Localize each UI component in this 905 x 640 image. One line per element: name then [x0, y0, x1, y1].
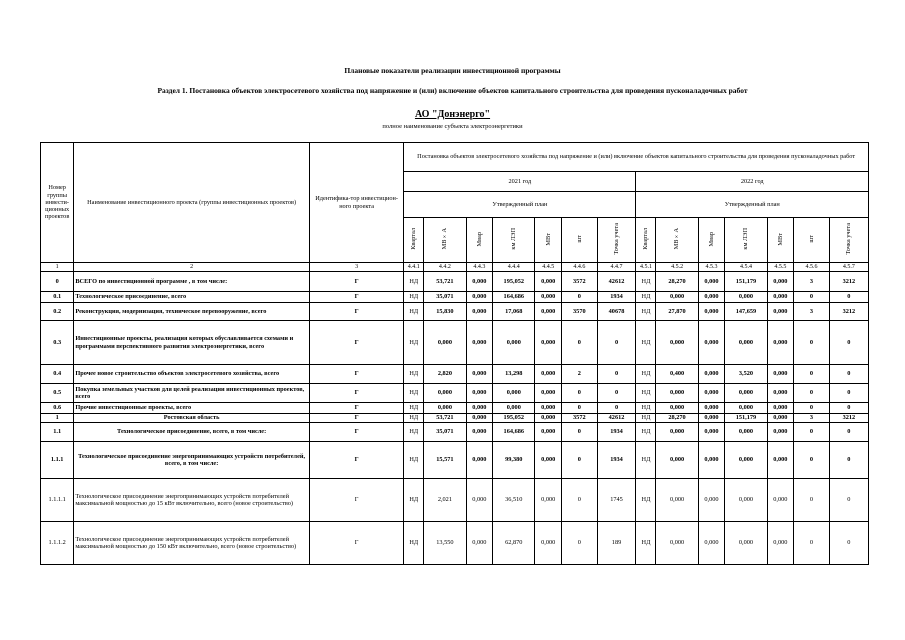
- row-value-cell: 0: [597, 384, 636, 403]
- row-value-cell: 0,000: [466, 384, 493, 403]
- row-value-cell: 0,000: [656, 403, 698, 414]
- header-project-name: Наименование инвестиционного проекта (группы инвестиционных проектов): [74, 143, 310, 263]
- numbering-cell: 4.5.6: [794, 263, 830, 272]
- row-value-cell: 0,000: [535, 423, 562, 442]
- subheader-cell: МВт: [535, 218, 562, 263]
- row-value-cell: 0,000: [698, 442, 725, 479]
- numbering-cell: 4.4.3: [466, 263, 493, 272]
- row-value-cell: 0: [794, 321, 830, 365]
- header-plan-2022: Утвержденный план: [636, 192, 869, 218]
- numbering-cell: 4.4.1: [404, 263, 424, 272]
- row-value-cell: 0,000: [698, 321, 725, 365]
- investment-plan-table: [40, 142, 869, 565]
- row-value-cell: 0,000: [767, 292, 794, 303]
- row-value-cell: 0: [829, 403, 868, 414]
- row-number: 0.5: [41, 384, 74, 403]
- row-project-name: Прочее новое строительство объектов электросетевого хозяйства, всего: [74, 365, 310, 384]
- row-project-name: Инвестиционные проекты, реализация которых обуславливается схемами и программами перспективного развития электроэнергетики, всего: [74, 321, 310, 365]
- row-value-cell: 0,000: [725, 423, 767, 442]
- row-value-cell: 0: [794, 522, 830, 565]
- row-value-cell: 0,000: [466, 365, 493, 384]
- numbering-cell: 4.5.1: [636, 263, 656, 272]
- row-value-cell: 0,000: [424, 403, 466, 414]
- row-value-cell: 0,000: [535, 403, 562, 414]
- row-value-cell: 3572: [562, 272, 598, 292]
- row-value-cell: 0,000: [698, 403, 725, 414]
- header-group-number: Номер группы инвести-ционных проектов: [41, 143, 74, 263]
- row-value-cell: 0,000: [698, 303, 725, 321]
- row-value-cell: НД: [404, 423, 424, 442]
- row-value-cell: 164,686: [493, 423, 535, 442]
- row-value-cell: 3212: [829, 303, 868, 321]
- row-value-cell: 0,000: [466, 414, 493, 423]
- row-value-cell: 0,000: [767, 384, 794, 403]
- row-value-cell: НД: [404, 303, 424, 321]
- row-value-cell: 0,000: [725, 522, 767, 565]
- row-project-id: Г: [309, 384, 403, 403]
- row-value-cell: НД: [636, 321, 656, 365]
- row-value-cell: 0,000: [535, 442, 562, 479]
- row-project-id: Г: [309, 303, 403, 321]
- row-value-cell: НД: [636, 414, 656, 423]
- subheader-cell: Точка учета: [597, 218, 636, 263]
- table-row: [41, 321, 869, 365]
- row-value-cell: 0: [597, 321, 636, 365]
- header-project-id: Идентифика-тор инвестицион-ного проекта: [309, 143, 403, 263]
- row-value-cell: 0,000: [656, 479, 698, 522]
- row-value-cell: 0,000: [466, 442, 493, 479]
- row-project-name: Технологическое присоединение, всего: [74, 292, 310, 303]
- row-value-cell: 0,000: [698, 272, 725, 292]
- row-number: 1.1.1.2: [41, 522, 74, 565]
- row-value-cell: 0,000: [698, 479, 725, 522]
- subheader-cell: Квартал: [404, 218, 424, 263]
- table-row: [41, 479, 869, 522]
- row-number: 1.1: [41, 423, 74, 442]
- row-value-cell: НД: [404, 365, 424, 384]
- subheader-cell: Мвар: [698, 218, 725, 263]
- numbering-cell: 4.4.4: [493, 263, 535, 272]
- row-value-cell: 0,000: [767, 522, 794, 565]
- row-value-cell: 35,071: [424, 292, 466, 303]
- row-value-cell: НД: [636, 479, 656, 522]
- row-value-cell: 0: [794, 292, 830, 303]
- row-number: 0.1: [41, 292, 74, 303]
- row-value-cell: 0,000: [767, 321, 794, 365]
- subheader-cell: Мвар: [466, 218, 493, 263]
- row-value-cell: 0,000: [424, 321, 466, 365]
- row-project-id: Г: [309, 272, 403, 292]
- row-value-cell: 0: [794, 442, 830, 479]
- row-value-cell: НД: [404, 414, 424, 423]
- row-value-cell: 0,000: [656, 442, 698, 479]
- table-row: [41, 403, 869, 414]
- row-value-cell: 151,179: [725, 414, 767, 423]
- row-value-cell: 0,000: [656, 292, 698, 303]
- row-value-cell: 13,298: [493, 365, 535, 384]
- row-value-cell: НД: [404, 272, 424, 292]
- row-value-cell: 0,000: [493, 403, 535, 414]
- row-number: 0.2: [41, 303, 74, 321]
- row-project-id: Г: [309, 479, 403, 522]
- row-value-cell: 3572: [562, 414, 598, 423]
- row-value-cell: 27,870: [656, 303, 698, 321]
- row-value-cell: 0,000: [767, 442, 794, 479]
- row-value-cell: 28,270: [656, 414, 698, 423]
- row-value-cell: 0,000: [698, 292, 725, 303]
- header-span-title: Постановка объектов электросетевого хозяйства под напряжение и (или) включение объектов капитального строительства для проведения пусконаладочных работ: [404, 143, 869, 172]
- numbering-cell: 4.5.7: [829, 263, 868, 272]
- row-project-name: Технологическое присоединение энергопринимающих устройств потребителей максимальной мощностью до 15 кВт включительно, всего (новое строительство): [74, 479, 310, 522]
- row-value-cell: 0,000: [767, 303, 794, 321]
- row-value-cell: 0: [562, 384, 598, 403]
- row-value-cell: НД: [404, 384, 424, 403]
- row-value-cell: 0,000: [466, 292, 493, 303]
- row-value-cell: 195,052: [493, 272, 535, 292]
- row-value-cell: НД: [404, 403, 424, 414]
- row-value-cell: 17,068: [493, 303, 535, 321]
- row-project-id: Г: [309, 321, 403, 365]
- row-value-cell: 0,000: [767, 479, 794, 522]
- row-value-cell: 99,380: [493, 442, 535, 479]
- row-value-cell: 195,052: [493, 414, 535, 423]
- row-value-cell: НД: [636, 272, 656, 292]
- row-value-cell: 0,000: [698, 414, 725, 423]
- header-year-2022: 2022 год: [636, 172, 869, 192]
- row-value-cell: 3: [794, 414, 830, 423]
- row-value-cell: 0,000: [535, 272, 562, 292]
- table-row: [41, 303, 869, 321]
- row-value-cell: 15,571: [424, 442, 466, 479]
- row-value-cell: 0,000: [466, 321, 493, 365]
- row-number: 1: [41, 414, 74, 423]
- row-value-cell: 0,000: [466, 272, 493, 292]
- subheader-cell: МВ×А: [424, 218, 466, 263]
- row-value-cell: 0: [829, 384, 868, 403]
- table-row: [41, 272, 869, 292]
- row-value-cell: 35,071: [424, 423, 466, 442]
- row-value-cell: 151,179: [725, 272, 767, 292]
- section-title: Раздел 1. Постановка объектов электросетевого хозяйства под напряжение и (или) включение объектов капитального строительства для проведения пусконаладочных работ: [157, 86, 748, 95]
- row-value-cell: 1745: [597, 479, 636, 522]
- row-project-name: Прочие инвестиционные проекты, всего: [74, 403, 310, 414]
- row-value-cell: 0,000: [767, 423, 794, 442]
- row-value-cell: 0: [562, 423, 598, 442]
- row-value-cell: 0,000: [466, 303, 493, 321]
- row-value-cell: 62,870: [493, 522, 535, 565]
- row-value-cell: 3: [794, 303, 830, 321]
- row-value-cell: 0,000: [535, 414, 562, 423]
- table-row: [41, 384, 869, 403]
- row-value-cell: 0: [829, 479, 868, 522]
- row-value-cell: 0,000: [535, 522, 562, 565]
- row-value-cell: 13,550: [424, 522, 466, 565]
- row-value-cell: 3: [794, 272, 830, 292]
- row-value-cell: НД: [636, 365, 656, 384]
- row-project-name: Ростовская область: [74, 414, 310, 423]
- row-value-cell: 0,000: [725, 479, 767, 522]
- row-value-cell: 42612: [597, 272, 636, 292]
- row-value-cell: 0,000: [698, 384, 725, 403]
- row-value-cell: 0,000: [466, 403, 493, 414]
- row-value-cell: 53,721: [424, 272, 466, 292]
- row-value-cell: 53,721: [424, 414, 466, 423]
- row-number: 0: [41, 272, 74, 292]
- row-value-cell: 189: [597, 522, 636, 565]
- row-value-cell: НД: [404, 292, 424, 303]
- numbering-cell: 4.5.2: [656, 263, 698, 272]
- row-value-cell: 40678: [597, 303, 636, 321]
- row-value-cell: 28,270: [656, 272, 698, 292]
- numbering-cell: 1: [41, 263, 74, 272]
- row-value-cell: НД: [404, 479, 424, 522]
- numbering-cell: 4.4.5: [535, 263, 562, 272]
- row-value-cell: НД: [636, 403, 656, 414]
- row-project-id: Г: [309, 365, 403, 384]
- row-value-cell: 0,000: [493, 321, 535, 365]
- row-number: 0.6: [41, 403, 74, 414]
- row-value-cell: 0: [562, 522, 598, 565]
- row-value-cell: 147,659: [725, 303, 767, 321]
- row-value-cell: 2: [562, 365, 598, 384]
- row-value-cell: 0,000: [466, 522, 493, 565]
- subheader-cell: МВ×А: [656, 218, 698, 263]
- row-number: 0.3: [41, 321, 74, 365]
- row-value-cell: 0,000: [725, 403, 767, 414]
- row-project-name: Технологическое присоединение, всего, в том числе:: [74, 423, 310, 442]
- numbering-cell: 4.5.5: [767, 263, 794, 272]
- numbering-cell: 2: [74, 263, 310, 272]
- row-value-cell: 0,000: [767, 414, 794, 423]
- table-row: [41, 414, 869, 423]
- row-value-cell: 1934: [597, 442, 636, 479]
- row-value-cell: 0,000: [535, 479, 562, 522]
- header-year-2021: 2021 год: [404, 172, 636, 192]
- row-value-cell: 0,000: [656, 423, 698, 442]
- row-value-cell: 0: [829, 292, 868, 303]
- row-project-id: Г: [309, 442, 403, 479]
- row-number: 0.4: [41, 365, 74, 384]
- row-value-cell: НД: [636, 442, 656, 479]
- row-project-id: Г: [309, 522, 403, 565]
- row-project-name: Технологическое присоединение энергопринимающих устройств потребителей, всего, в том числе:: [74, 442, 310, 479]
- row-value-cell: 0,000: [767, 403, 794, 414]
- row-value-cell: 0: [562, 292, 598, 303]
- row-number: 1.1.1.1: [41, 479, 74, 522]
- numbering-cell: 4.5.4: [725, 263, 767, 272]
- table-row: [41, 442, 869, 479]
- row-value-cell: 0: [597, 403, 636, 414]
- subheader-cell: шт: [562, 218, 598, 263]
- row-value-cell: НД: [404, 321, 424, 365]
- row-project-id: Г: [309, 403, 403, 414]
- header-plan-2021: Утвержденный план: [404, 192, 636, 218]
- row-value-cell: 2,021: [424, 479, 466, 522]
- subheader-cell: шт: [794, 218, 830, 263]
- row-value-cell: НД: [636, 292, 656, 303]
- row-value-cell: 0,400: [656, 365, 698, 384]
- row-value-cell: 0,000: [767, 365, 794, 384]
- numbering-cell: 4.5.3: [698, 263, 725, 272]
- row-project-id: Г: [309, 414, 403, 423]
- row-value-cell: 0,000: [535, 365, 562, 384]
- row-value-cell: 36,510: [493, 479, 535, 522]
- row-project-name: Покупка земельных участков для целей реализации инвестиционных проектов, всего: [74, 384, 310, 403]
- numbering-cell: 4.4.6: [562, 263, 598, 272]
- row-value-cell: 3212: [829, 414, 868, 423]
- row-project-name: ВСЕГО по инвестиционной программе , в том числе:: [74, 272, 310, 292]
- row-value-cell: 0,000: [698, 423, 725, 442]
- row-value-cell: НД: [636, 522, 656, 565]
- table-row: [41, 365, 869, 384]
- row-number: 1.1.1: [41, 442, 74, 479]
- row-value-cell: НД: [404, 522, 424, 565]
- row-value-cell: НД: [404, 442, 424, 479]
- row-value-cell: 0,000: [767, 272, 794, 292]
- subheader-cell: Точка учета: [829, 218, 868, 263]
- row-value-cell: 0,000: [725, 321, 767, 365]
- document-title: Плановые показатели реализации инвестиционной программы: [344, 66, 561, 75]
- row-value-cell: 0: [829, 321, 868, 365]
- row-value-cell: 0: [562, 403, 598, 414]
- row-value-cell: 0: [794, 423, 830, 442]
- row-value-cell: 0,000: [535, 303, 562, 321]
- table-row: [41, 423, 869, 442]
- row-value-cell: 0,000: [424, 384, 466, 403]
- row-project-id: Г: [309, 292, 403, 303]
- row-value-cell: 0: [829, 423, 868, 442]
- row-value-cell: 0: [829, 365, 868, 384]
- row-value-cell: 1934: [597, 292, 636, 303]
- row-value-cell: 0: [597, 365, 636, 384]
- subheader-cell: Квартал: [636, 218, 656, 263]
- numbering-cell: 4.4.2: [424, 263, 466, 272]
- row-value-cell: 42612: [597, 414, 636, 423]
- row-value-cell: 3212: [829, 272, 868, 292]
- numbering-row: [41, 263, 869, 272]
- row-value-cell: 0: [794, 365, 830, 384]
- row-value-cell: 164,686: [493, 292, 535, 303]
- row-value-cell: 0: [794, 384, 830, 403]
- numbering-cell: 3: [309, 263, 403, 272]
- row-value-cell: 0,000: [725, 292, 767, 303]
- row-value-cell: 0,000: [535, 384, 562, 403]
- row-value-cell: 0,000: [493, 384, 535, 403]
- row-value-cell: НД: [636, 384, 656, 403]
- table-row: [41, 292, 869, 303]
- row-value-cell: 0,000: [535, 321, 562, 365]
- row-project-name: Технологическое присоединение энергопринимающих устройств потребителей максимальной мощностью до 150 кВт включительно, всего (новое строительство): [74, 522, 310, 565]
- row-project-id: Г: [309, 423, 403, 442]
- subheader-cell: км ЛЭП: [725, 218, 767, 263]
- organization-caption: полное наименование субъекта электроэнергетики: [382, 123, 523, 130]
- row-value-cell: 0,000: [656, 321, 698, 365]
- row-value-cell: 0: [829, 442, 868, 479]
- row-value-cell: 0: [562, 442, 598, 479]
- row-value-cell: 0,000: [466, 423, 493, 442]
- row-value-cell: 15,830: [424, 303, 466, 321]
- table-row: [41, 522, 869, 565]
- row-value-cell: 3,520: [725, 365, 767, 384]
- row-value-cell: 0: [794, 403, 830, 414]
- subheader-cell: МВт: [767, 218, 794, 263]
- row-value-cell: 0,000: [535, 292, 562, 303]
- numbering-cell: 4.4.7: [597, 263, 636, 272]
- row-value-cell: 1934: [597, 423, 636, 442]
- row-value-cell: 0,000: [466, 479, 493, 522]
- row-project-name: Реконструкция, модернизация, техническое перевооружение, всего: [74, 303, 310, 321]
- row-value-cell: 0,000: [725, 442, 767, 479]
- row-value-cell: НД: [636, 303, 656, 321]
- row-value-cell: 0: [562, 479, 598, 522]
- subheader-cell: км ЛЭП: [493, 218, 535, 263]
- row-value-cell: 0: [562, 321, 598, 365]
- row-value-cell: 0,000: [656, 522, 698, 565]
- row-value-cell: 0,000: [698, 522, 725, 565]
- row-value-cell: 0,000: [725, 384, 767, 403]
- organization-name: АО "Донэнерго": [414, 109, 491, 120]
- row-value-cell: 0: [794, 479, 830, 522]
- row-value-cell: 2,820: [424, 365, 466, 384]
- row-value-cell: 0,000: [698, 365, 725, 384]
- row-value-cell: НД: [636, 423, 656, 442]
- row-value-cell: 3570: [562, 303, 598, 321]
- row-value-cell: 0: [829, 522, 868, 565]
- row-value-cell: 0,000: [656, 384, 698, 403]
